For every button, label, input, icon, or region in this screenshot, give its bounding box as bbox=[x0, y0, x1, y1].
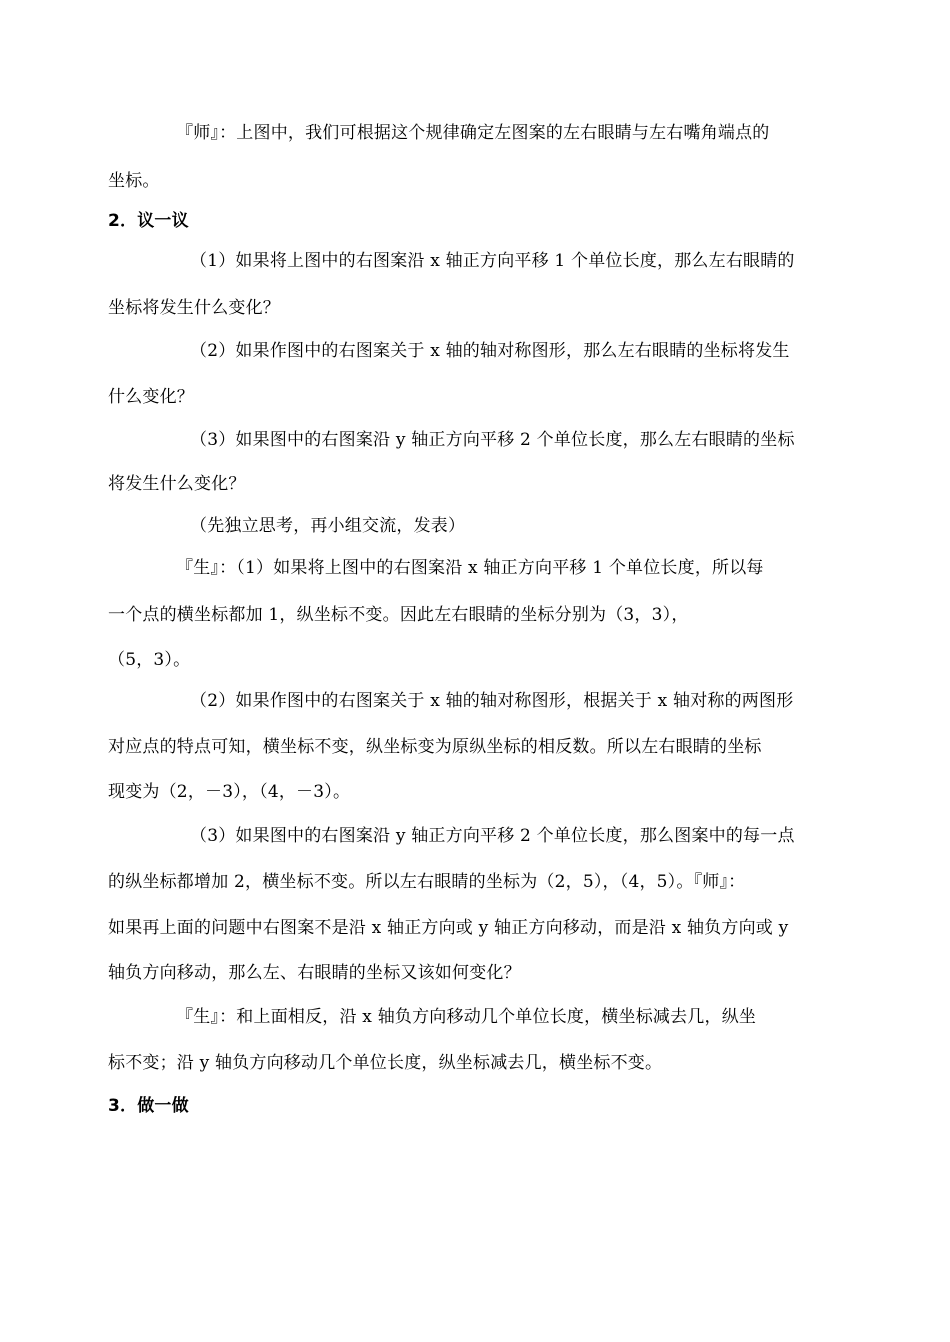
question-1-line-1: （1）如果将上图中的右图案沿 x 轴正方向平移 1 个单位长度，那么左右眼睛的 bbox=[190, 251, 795, 271]
answer-1-line-2: 一个点的横坐标都加 1，纵坐标不变。因此左右眼睛的坐标分别为（3，3）， bbox=[108, 605, 689, 625]
question-2-line-1: （2）如果作图中的右图案关于 x 轴的轴对称图形，那么左右眼睛的坐标将发生 bbox=[190, 341, 790, 361]
answer-1-line-3: （5，3）。 bbox=[108, 650, 191, 670]
instruction-note: （先独立思考，再小组交流，发表） bbox=[190, 516, 466, 536]
answer-3-line-1: （3）如果图中的右图案沿 y 轴正方向平移 2 个单位长度，那么图案中的每一点 bbox=[190, 826, 795, 846]
answer-2-line-1: （2）如果作图中的右图案关于 x 轴的轴对称图形，根据关于 x 轴对称的两图形 bbox=[190, 691, 794, 711]
answer-1-line-1: 『生』：（1）如果将上图中的右图案沿 x 轴正方向平移 1 个单位长度，所以每 bbox=[176, 558, 764, 578]
question-1-line-2: 坐标将发生什么变化？ bbox=[108, 298, 280, 318]
answer-2-line-3: 现变为（2，－3），（4，－3）。 bbox=[108, 782, 351, 802]
teacher-question-line-2: 轴负方向移动，那么左、右眼睛的坐标又该如何变化？ bbox=[108, 963, 521, 983]
answer-3-line-2: 的纵坐标都增加 2，横坐标不变。所以左右眼睛的坐标为（2，5），（4，5）。『师』： bbox=[108, 872, 746, 892]
section-heading-do: 3．做一做 bbox=[108, 1096, 189, 1116]
answer-2-line-2: 对应点的特点可知，横坐标不变，纵坐标变为原纵坐标的相反数。所以左右眼睛的坐标 bbox=[108, 737, 762, 757]
question-3-line-2: 将发生什么变化？ bbox=[108, 474, 246, 494]
paragraph-teacher-intro-line-1: 『师』：上图中，我们可根据这个规律确定左图案的左右眼睛与左右嘴角端点的 bbox=[176, 123, 770, 143]
paragraph-teacher-intro-line-2: 坐标。 bbox=[108, 171, 160, 191]
student-answer-line-2: 标不变；沿 y 轴负方向移动几个单位长度，纵坐标减去几，横坐标不变。 bbox=[108, 1053, 663, 1073]
question-3-line-1: （3）如果图中的右图案沿 y 轴正方向平移 2 个单位长度，那么左右眼睛的坐标 bbox=[190, 430, 795, 450]
question-2-line-2: 什么变化？ bbox=[108, 387, 194, 407]
student-answer-line-1: 『生』：和上面相反，沿 x 轴负方向移动几个单位长度，横坐标减去几，纵坐 bbox=[176, 1007, 757, 1027]
teacher-question-line-1: 如果再上面的问题中右图案不是沿 x 轴正方向或 y 轴正方向移动，而是沿 x 轴负方向或 y bbox=[108, 918, 789, 938]
section-heading-discuss: 2．议一议 bbox=[108, 211, 189, 231]
